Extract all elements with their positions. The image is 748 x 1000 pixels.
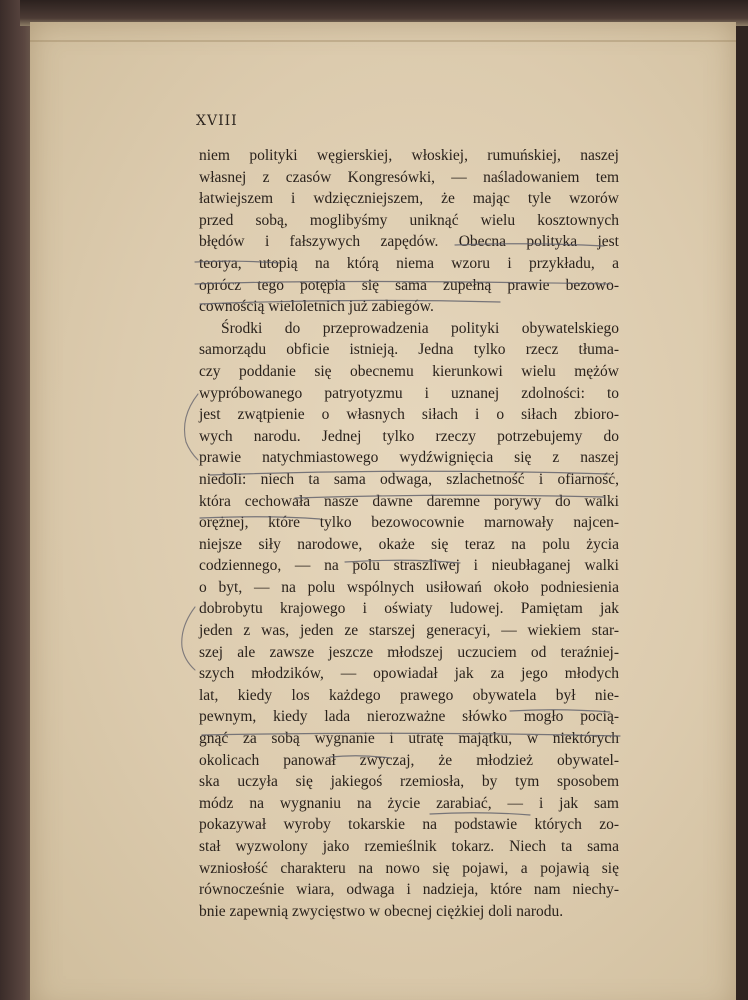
text-line: orężnej, które tylko bezowocownie marnowały najcen- [199,514,619,532]
text-line: jeden z was, jeden ze starszej generacyi, — wiekiem star- [199,622,619,640]
text-line: oprócz tego potępia się sama zupełną prawie bezowo- [199,276,619,294]
text-line: szych młodzików, — opowiadał jak za jego młodych [199,665,619,683]
text-line: stał wyzwolony jako rzemieślnik tokarz. Niech ta sama [199,838,619,855]
text-line: pewnym, kiedy lada nierozważne słówko mogło pocią- [199,708,619,726]
text-line: ska uczyła się jakiegoś rzemiosła, by tym sposobem [199,773,619,791]
text-line: własnej z czasów Kongresówki, — naśladowaniem tem [199,168,619,186]
text-line: czy poddanie się obecnemu kierunkowi wielu mężów [199,362,619,380]
text-line: codziennego, — na polu straszliwej i nieubłaganej walki [199,557,619,575]
text-line: jest zwątpienie o własnych siłach i o siłach zbioro- [199,406,619,424]
text-line: bnie zapewnią zwycięstwo w obecnej ciężkiej doli narodu. [199,902,564,920]
text-line: wych narodu. Jednej tylko rzeczy potrzebujemy do [199,427,619,445]
book-page [30,22,736,1000]
text-line: samorządu obficie istnieją. Jedna tylko rzecz tłuma- [199,341,619,359]
text-line: módz na wygnaniu na życie zarabiać, — i jak sam [199,794,619,812]
text-line: o byt, — na polu wspólnych usiłowań około podniesienia [199,578,619,596]
text-line: cownością wieloletnich już zabiegów. [199,298,434,316]
text-line: okolicach panował zwyczaj, że młodzież obywatel- [199,751,619,769]
text-line: która cechowała nasze dawne daremne porywy do walki [199,492,619,510]
text-line: teorya, utopią na którą niema wzoru i przykładu, a [199,254,619,272]
text-line: równocześnie wiara, odwaga i nadzieja, które nam niechy- [199,881,619,899]
text-line: wypróbowanego patryotyzmu i uznanej zdolności: to [199,384,619,402]
margin-bracket [182,607,195,670]
text-line: niedoli: niech ta sama odwaga, szlachetność i ofiarność, [199,470,619,488]
text-line: gnąć za sobą wygnanie i utratę majątku, w niektórych [199,730,619,748]
text-line: pokazywał wyroby tokarskie na podstawie których zo- [199,816,619,834]
text-line: dobrobytu krajowego i oświaty ludowej. Pamiętam jak [199,600,619,618]
margin-bracket [185,394,199,460]
text-line: łatwiejszem i wdzięczniejszem, że mając tyle wzorów [199,190,619,208]
text-line: błędów i fałszywych zapędów. Obecna polityka jest [199,233,619,251]
text-line: niejsze siły narodowe, okaże się teraz na polu życia [199,535,619,553]
text-line: przed sobą, moglibyśmy uniknąć wielu kosztownych [199,211,619,229]
page-text [199,145,619,922]
text-line: szej ale zawsze jeszcze młodszej uczuciem od teraźniej- [199,643,619,661]
text-line: Środki do przeprowadzenia polityki obywatelskiego [221,319,619,337]
text-line: lat, kiedy los każdego prawego obywatela był nie- [199,686,619,704]
text-line: niem polityki węgierskiej, włoskiej, rumuńskiej, naszej [199,147,619,164]
page-fold-line [30,40,736,42]
page-number: XVIII [196,113,238,129]
text-line: prawie natychmiastowego wydźwignięcia się z naszej [199,449,619,467]
text-line: wzniosłość charakteru na nowo się pojawi, a pojawią się [199,859,619,877]
